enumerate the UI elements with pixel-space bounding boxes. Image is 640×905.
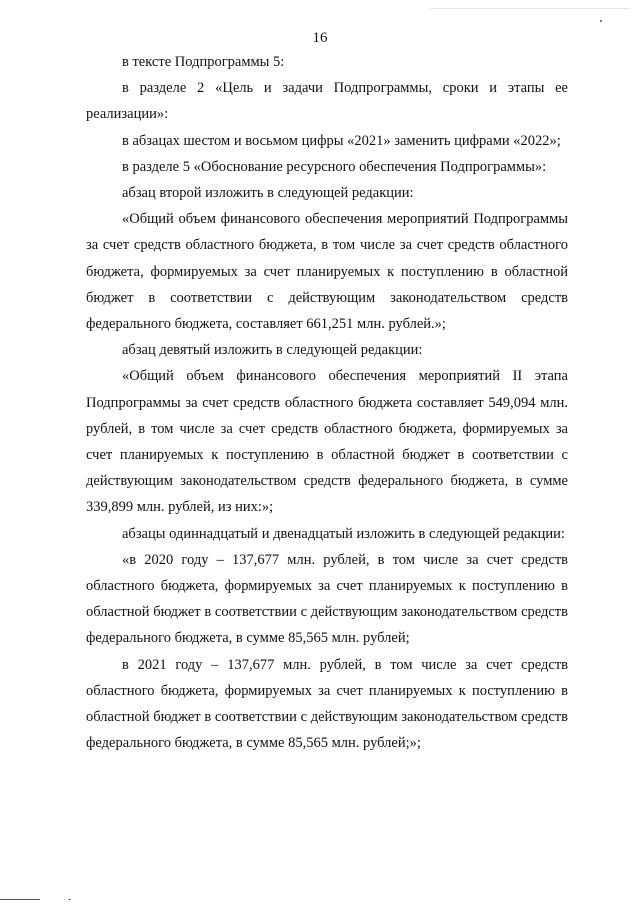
paragraph: в тексте Подпрограммы 5: — [122, 54, 285, 70]
scan-edge-bottom — [0, 899, 40, 900]
paragraph: «Общий объем финансового обеспечения мероприятий Подпрограммы за счет средств областного бюджета, в том числе за счет средств областного бюджета, формируемых за счет планируемых к поступлению в областной бюджет в соответствии с действующим законодательством средств федерального бюджета, составляет 661,251 млн. рублей.»; — [86, 211, 568, 333]
paragraph: в разделе 5 «Обоснование ресурсного обеспечения Подпрограммы»: — [122, 158, 547, 175]
paragraph: в абзацах шестом и восьмом цифры «2021» заменить цифрами «2022»; — [122, 132, 561, 149]
paragraph: в разделе 2 «Цель и задачи Подпрограммы, сроки и этапы ее реализации»: — [86, 80, 568, 123]
paragraph: «Общий объем финансового обеспечения мероприятий II этапа Подпрограммы за счет средств областного бюджета составляет 549,094 млн. рублей, в том числе за счет средств областного бюджета, формируемых за счет планируемых к поступлению в областной бюджет в соответствии с действующим законодательством средств федерального бюджета, в сумме 339,899 млн. рублей, из них:»; — [86, 368, 568, 516]
document-body — [86, 49, 568, 756]
page-number: 16 — [312, 30, 328, 46]
paragraph: абзац второй изложить в следующей редакции: — [122, 185, 414, 202]
scan-dot — [600, 20, 602, 22]
paragraph: абзацы одиннадцатый и двенадцатый изложить в следующей редакции: — [122, 525, 565, 542]
scan-dot — [68, 899, 71, 900]
paragraph: в 2021 году – 137,677 млн. рублей, в том числе за счет средств областного бюджета, формируемых за счет планируемых к поступлению в областной бюджет в соответствии с действующим законодательством средств федерального бюджета, в сумме 85,565 млн. рублей;»; — [86, 656, 568, 752]
scan-edge-line — [430, 8, 630, 9]
paragraph: «в 2020 году – 137,677 млн. рублей, в том числе за счет средств областного бюджета, формируемых за счет планируемых к поступлению в областной бюджет в соответствии с действующим законодательством средств федерального бюджета, в сумме 85,565 млн. рублей; — [86, 551, 568, 647]
paragraph: абзац девятый изложить в следующей редакции: — [122, 342, 423, 359]
